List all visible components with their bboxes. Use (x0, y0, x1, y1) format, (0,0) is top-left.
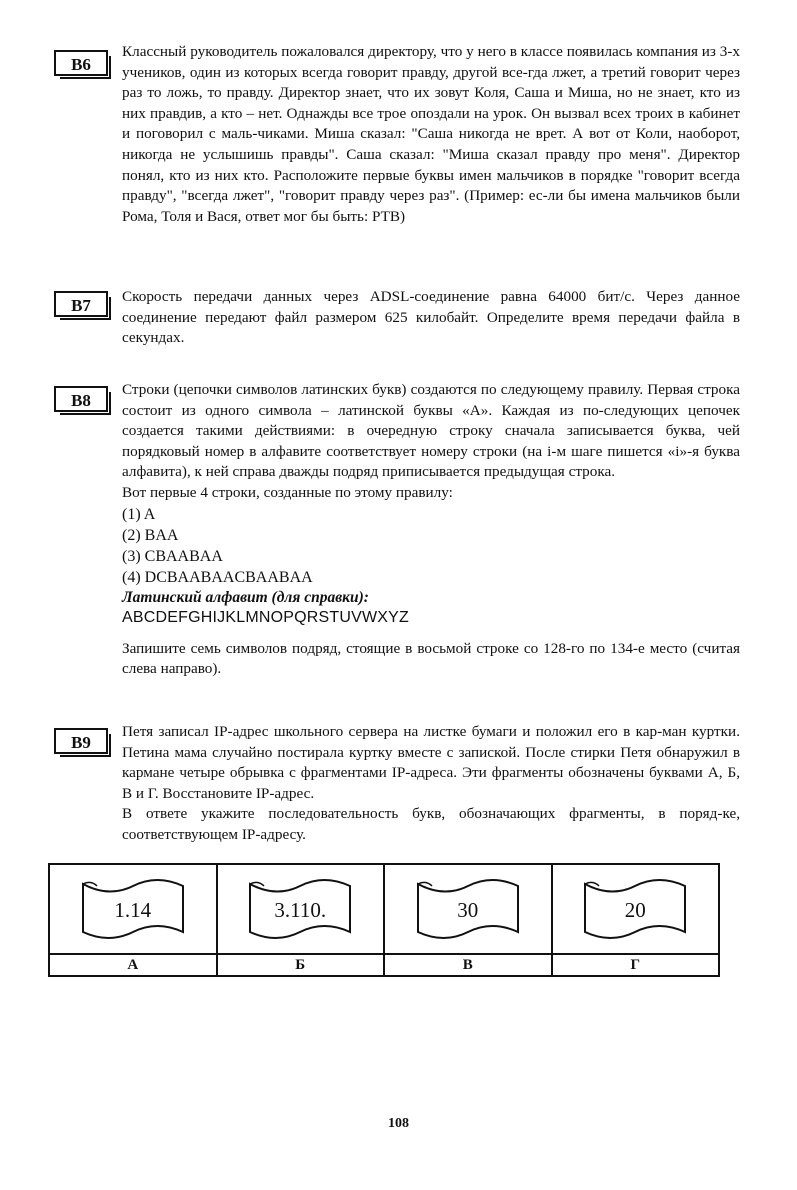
fragment-value-a: 1.14 (114, 898, 152, 922)
sequence-list (122, 504, 740, 588)
task-text-b9 (122, 722, 740, 846)
page-number: 108 (388, 1116, 409, 1131)
task-label-b7: В7 (54, 291, 108, 317)
fragment-value-b: 3.110. (274, 898, 327, 922)
fragment-cell-a (49, 864, 217, 954)
paper-scrap-icon (77, 876, 189, 942)
fragments-row (49, 864, 719, 954)
task-label-b9: В9 (54, 728, 108, 754)
task-b8-question: Запишите семь символов подряд, стоящие в восьмой строке со 128-го по 134-е место (считая слева направо). (122, 639, 740, 678)
task-b7-body: Скорость передачи данных через ADSL-соединение равна 64000 бит/c. Через данное соединение передают файл размером 625 килобайт. Определите время передачи файла в секундах. (122, 288, 740, 347)
fragment-value-d: 20 (624, 898, 646, 922)
fragments-table (48, 863, 720, 977)
fragment-cell-c (384, 864, 552, 954)
sequence-line-4: (4) DCBAABAACBAABAA (122, 568, 313, 586)
fragment-letters-row (49, 954, 719, 976)
fragment-letter-a: А (49, 954, 217, 976)
task-label-b6: В6 (54, 50, 108, 76)
paper-scrap-icon (412, 876, 524, 942)
fragment-letter-c: В (384, 954, 552, 976)
task-b9-question: В ответе укажите последовательность букв, обозначающих фрагменты, в поряд-ке, соответствующем IP-адресу. (122, 805, 740, 843)
fragment-letter-d: Г (552, 954, 720, 976)
sequence-line-3: (3) CBAABAA (122, 547, 223, 565)
task-label-b8: В8 (54, 386, 108, 412)
task-b8-intro: Вот первые 4 строки, созданные по этому правилу: (122, 483, 453, 501)
fragment-letter-b: Б (217, 954, 385, 976)
task-b6-body: Классный руководитель пожаловался директору, что у него в классе появилась компания из 3-х учеников, один из которых всегда говорит правду, другой все-гда лжет, а третий говорит через раз то ложь, то правду. Директор знает, что их зовут Коля, Саша и Миша, но не знает, кто из них правдив, а кто – нет. Однажды все трое опоздали на урок. Он вызвал всех троих в кабинет и поговорил с маль-чиками. Миша сказал: "Саша никогда не врет. А вот от Коли, наоборот, никогда не услышишь правды". Саша сказал: "Миша сказал правду про меня". Директор понял, кто из них кто. Расположите первые буквы имен мальчиков в порядке "говорит всегда правду", "всегда лжет", "говорит правду через раз". (Пример: ес-ли бы имена мальчиков были Рома, Толя и Вася, ответ мог бы быть: РТВ) (122, 43, 740, 225)
task-text-b7 (122, 287, 740, 349)
task-text-b6 (122, 42, 740, 227)
fragment-value-c: 30 (457, 898, 479, 922)
alphabet-letters: ABCDEFGHIJKLMNOPQRSTUVWXYZ (122, 609, 410, 627)
alphabet-title: Латинский алфавит (для справки): (122, 588, 369, 606)
fragment-cell-b (217, 864, 385, 954)
fragment-cell-d (552, 864, 720, 954)
sequence-line-1: (1) A (122, 505, 156, 523)
task-b9-body: Петя записал IP-адрес школьного сервера на листке бумаги и положил его в кар-ман куртки. Петина мама случайно постирала куртку вместе с запиской. После стирки Петя обнаружил в кармане четыре обрывка с фрагментами IP-адреса. Эти фрагменты обозначены буквами А, Б, В и Г. Восстановите IP-адрес. (122, 723, 740, 802)
task-text-b8 (122, 380, 740, 680)
sequence-line-2: (2) BAA (122, 526, 179, 544)
task-b8-body: Строки (цепочки символов латинских букв) создаются по следующему правилу. Первая строка состоит из одного символа – латинской буквы «А». Каждая из по-следующих цепочек создается такими действиями: в очередную строку сначала записывается буква, чей порядковый номер в алфавите соответствует номеру строки (на i-м шаге пишется «i»-я буква алфавита), к ней справа дважды подряд приписывается предыдущая строка. (122, 381, 740, 481)
paper-scrap-icon (579, 876, 691, 942)
paper-scrap-icon (244, 876, 356, 942)
